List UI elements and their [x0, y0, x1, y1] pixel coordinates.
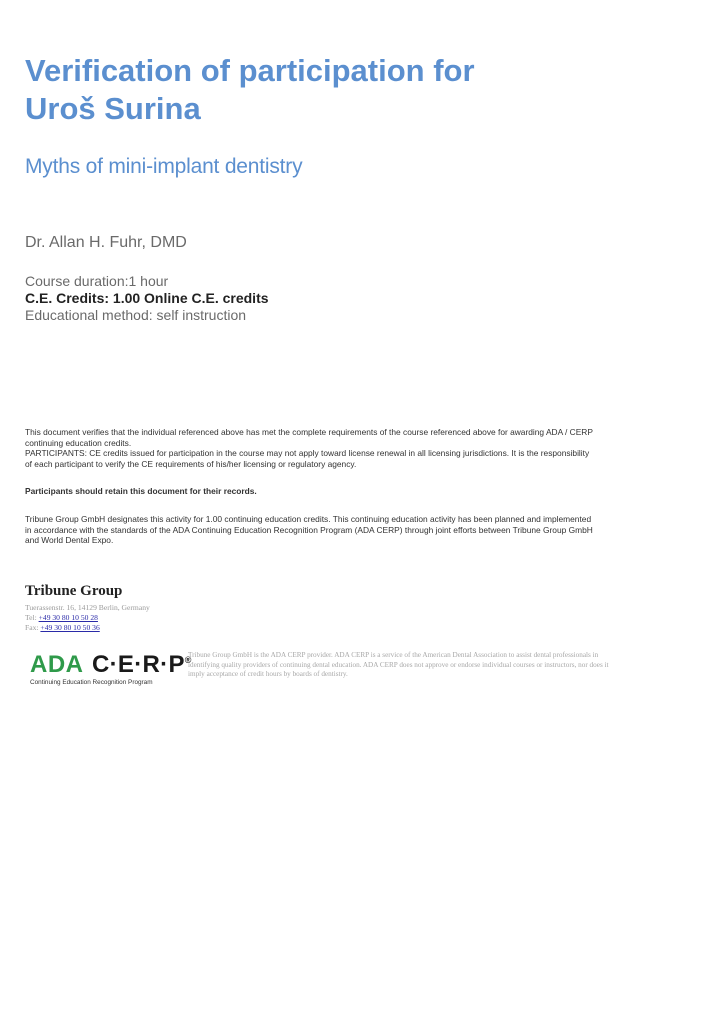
disclaimer-line: Tribune Group GmbH is the ADA CERP provider. ADA CERP is a service of the American Dental Association to assist dental professionals in: [188, 651, 599, 659]
verification-line: This document verifies that the individual referenced above has met the complete requirements of the course referenced above for awarding ADA / CERP: [25, 427, 593, 437]
retain-notice: Participants should retain this document for their records.: [25, 486, 257, 496]
participants-line: PARTICIPANTS: CE credits issued for participation in the course may not apply toward license renewal in all licensing jurisdictions. It is the responsibility: [25, 448, 590, 458]
provider-address: Tuerassenstr. 16, 14129 Berlin, Germany: [25, 603, 150, 612]
logo-cerp: [92, 651, 192, 679]
disclaimer-line: identifying quality providers of continuing dental education. ADA CERP does not approve or endorse individual courses or instructors, nor does it: [188, 660, 609, 669]
disclaimer-line: imply acceptance of credit hours by boards of dentistry.: [188, 670, 348, 678]
title-line-1: Verification of participation for: [25, 53, 475, 88]
tel-link[interactable]: +49 30 80 10 50 28: [38, 613, 98, 622]
cerp-disclaimer: [188, 651, 708, 680]
participants-line: of each participant to verify the CE requirements of his/her licensing or regulatory agency.: [25, 458, 357, 469]
course-duration: Course duration:1 hour: [25, 273, 169, 289]
course-title: Myths of mini-implant dentistry: [25, 155, 303, 178]
ce-credits: C.E. Credits: 1.00 Online C.E. credits: [25, 290, 269, 306]
tel-label: Tel:: [25, 613, 37, 622]
provider-contact: [25, 603, 150, 633]
course-info: [25, 273, 269, 324]
ada-cerp-logo: [30, 651, 192, 689]
provider-name: Tribune Group: [25, 583, 123, 599]
provider-tel: [25, 613, 150, 623]
educational-method: Educational method: self instruction: [25, 307, 247, 323]
verification-paragraph: [25, 427, 715, 469]
fax-link[interactable]: +49 30 80 10 50 36: [40, 623, 100, 632]
provider-fax: [25, 623, 150, 633]
instructor-name: Dr. Allan H. Fuhr, DMD: [25, 234, 187, 251]
certificate-title: [25, 52, 685, 128]
designation-line: and World Dental Expo.: [25, 535, 114, 545]
fax-label: Fax:: [25, 623, 39, 632]
designation-paragraph: [25, 514, 715, 546]
logo-cerp-text: C·E·R·P: [92, 651, 185, 678]
designation-line: in accordance with the standards of the ADA Continuing Education Recognition Program (ADA CERP) through joint efforts between Tribune Group GmbH: [25, 524, 593, 535]
registered-mark: ®: [184, 655, 192, 665]
logo-program: Continuing Education Recognition Program: [30, 679, 153, 686]
verification-line: continuing education credits.: [25, 437, 132, 448]
designation-line: Tribune Group GmbH designates this activity for 1.00 continuing education credits. This continuing education activity has been planned and implemented: [25, 514, 592, 524]
logo-ada: ADA: [30, 651, 84, 678]
participant-name: Uroš Surina: [25, 91, 201, 126]
